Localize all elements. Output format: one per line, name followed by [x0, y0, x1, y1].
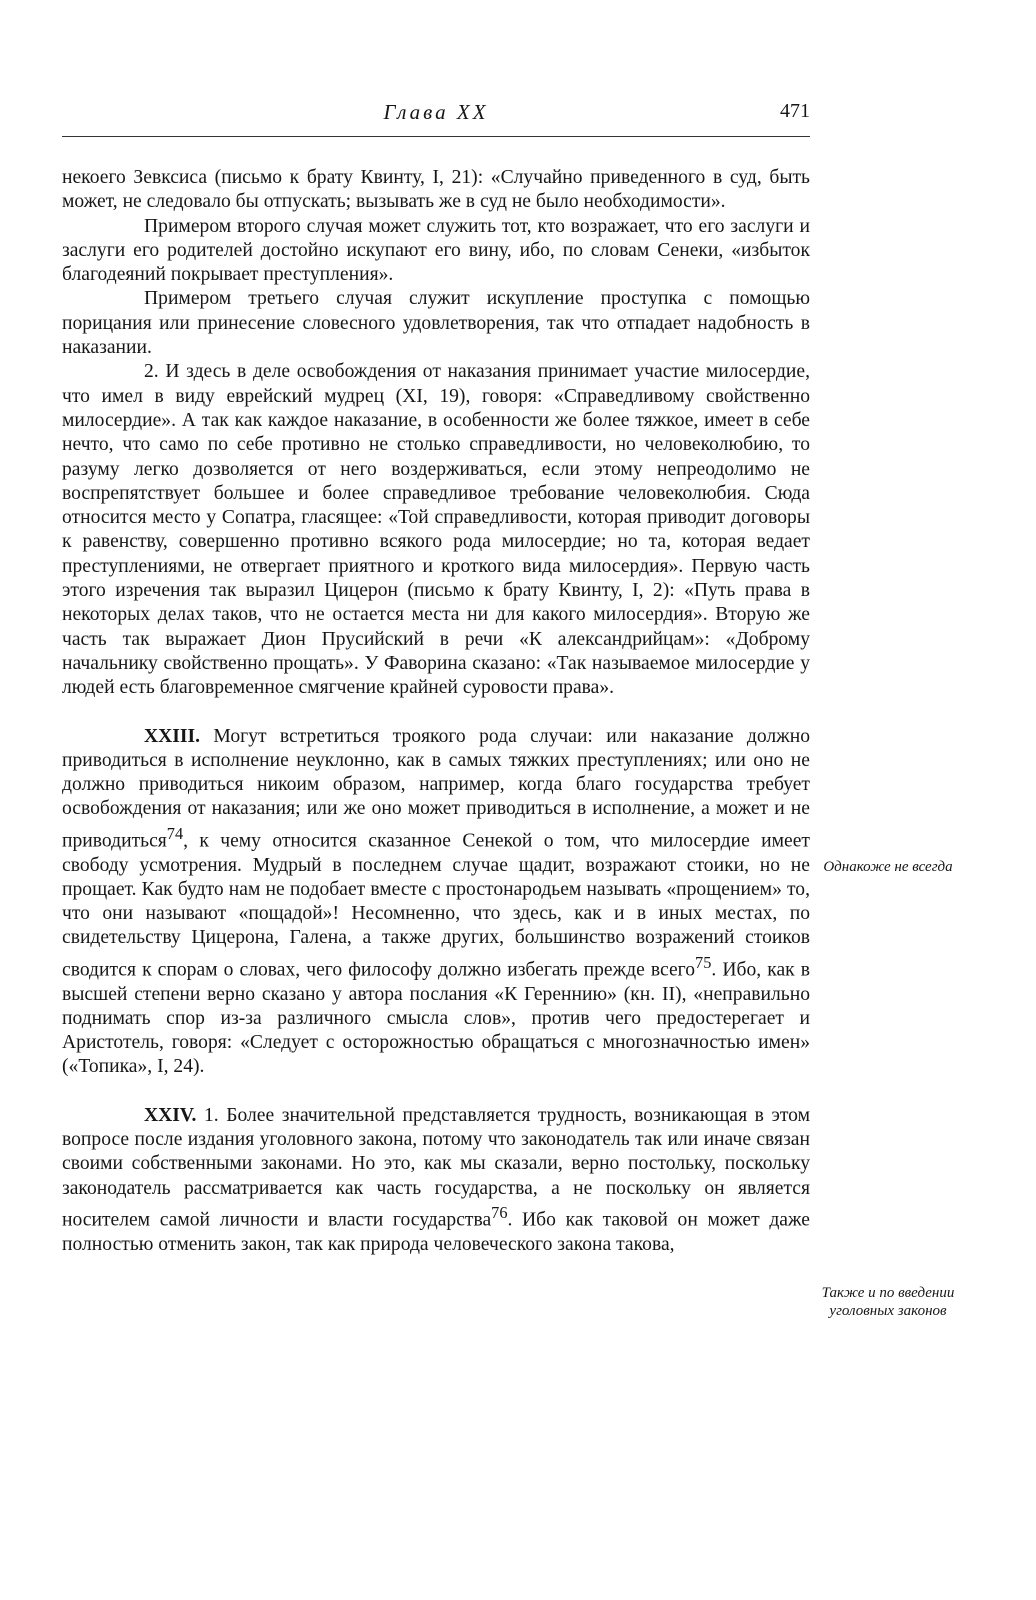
- header-rule: [62, 136, 810, 137]
- margin-note: Также и по введении уголовных законов: [821, 1285, 955, 1319]
- section-text: 1. Более значительной представляется трудность, возникающая в этом вопросе после издания уголовного закона, потому что законодатель так или иначе связан своими собственными законами. Но это, как мы сказали, верно постольку, поскольку законодатель рассматривается как часть государства, а не поскольку он является носителем самой личности и власти государства: [62, 1104, 810, 1231]
- section-text: , к чему относится сказанное Сенекой о том, что милосердие имеет свободу усмотрения. Мудрый в последнем случае щадит, возражают стоики, но не прощает. Как будто нам не подобает вместе с простонародьем называть «прощением» то, что они называют «пощадой»! Несомненно, что здесь, как и в иных местах, по свидетельству Цицерона, Галена, а также других, большинство возражений стоиков сводится к спорам о словах, чего философу должно избегать прежде всего: [62, 830, 810, 981]
- section-xxiv: [62, 1104, 810, 1257]
- paragraph: Примером второго случая может служить тот, кто возражает, что его заслуги и заслуги его родителей достойно искупают его вину, ибо, по словам Сенеки, «избыток благодеяний покрывает преступления».: [62, 215, 810, 286]
- section-number: XXIV.: [144, 1104, 197, 1126]
- section-text: Могут встретиться трoякого рода случаи: или наказание должно приводиться в исполнение неуклонно, как в самых тяжких преступлениях; или оно не должно приводиться никоим образом, например, когда благо государства требует освобождения от наказания; или же оно может приводиться в исполнение, а может и не приводиться: [62, 725, 810, 852]
- paragraph: 2. И здесь в деле освобождения от наказания принимает участие милосердие, что имел в виду еврейский мудрец (XI, 19), говоря: «Справедливому свойственно милосердие». А так как каждое наказание, в особенности же более тяжкое, имеет в себе нечто, что само по себе противно не столько справедливости, но человеколюбию, то разуму легко дозволяется от него воздерживаться, если этому непреодолимо не воспрепятствует большее и более справедливое требование человеколюбия. Сюда относится место у Сопатра, гласящее: «Той справедливости, которая приводит договоры к равенству, совершенно противно всякого рода милосердие; но та, которая ведает преступлениями, не отвергает приятного и кроткого вида милосердия». Первую часть этого изречения так выразил Цицерон (письмо к брату Квинту, I, 2): «Путь права в некоторых делах таков, что не остается места ни для какого милосердия». Вторую же часть так выражает Дион Прусийский в речи «К александрийцам»: «Доброму начальнику свойственно прощать». У Фаворина сказано: «Так называемое милосердие у людей есть благовременное смягчение крайней суровости права».: [62, 361, 810, 699]
- paragraph: Примером третьего случая служит искупление проступка с помощью порицания или принесение словесного удовлетворения, так что отпадает надобность в наказании.: [62, 288, 810, 359]
- margin-note: Однакоже не всегда: [823, 859, 953, 875]
- paragraph-continued: некоего Зевксиса (письмо к брату Квинту, I, 21): «Случайно приведенного в суд, быть может, не следовало бы отпускать; вызывать же в суд не было необходимости».: [62, 167, 810, 213]
- footnote-ref[interactable]: 75: [695, 952, 712, 972]
- running-title: Глава XX: [383, 100, 489, 124]
- section-xxiii: [62, 725, 810, 1080]
- page-number: 471: [780, 100, 810, 122]
- section-text: . Ибо как таковой он может даже полностью отменить закон, так как природа человеческого закона такова,: [62, 1209, 810, 1255]
- section-text: . Ибо, как в высшей степени верно сказано у автора послания «К Гереннию» (кн. II), «неправильно поднимать спор из-за различного смысла слов», против чего предостерегает и Аристотель, говоря: «Следует с осторожностью обращаться с многозначностью имен» («Топика», I, 24).: [62, 959, 810, 1078]
- footnote-ref[interactable]: 76: [491, 1202, 508, 1222]
- page-header: [62, 100, 810, 136]
- footnote-ref[interactable]: 74: [166, 823, 184, 843]
- section-number: XXIII.: [144, 725, 201, 747]
- main-text: [62, 166, 810, 1257]
